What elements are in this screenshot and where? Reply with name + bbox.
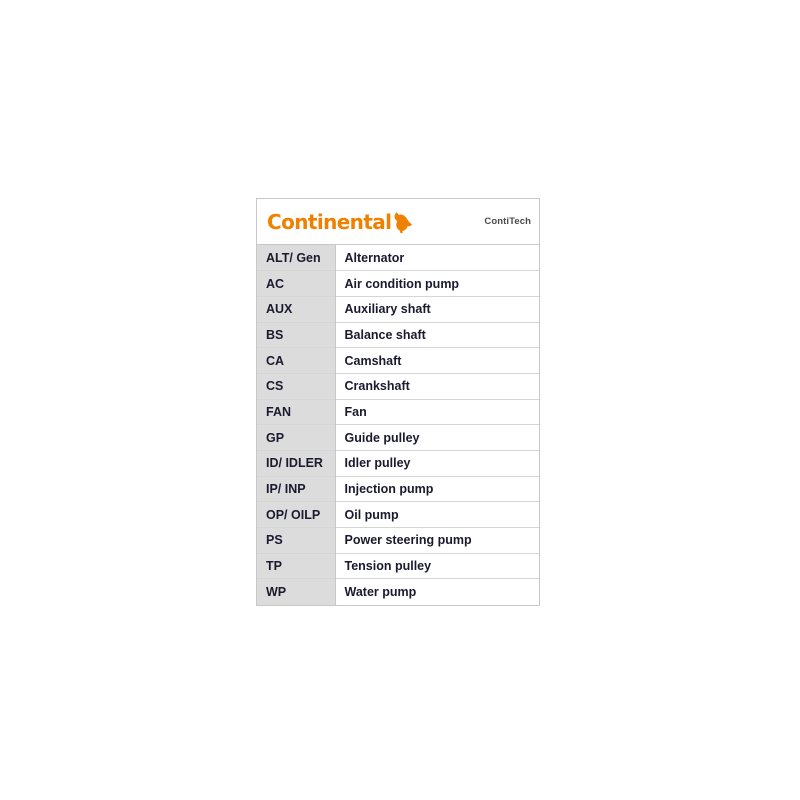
legend-abbr: TP	[257, 553, 335, 579]
legend-desc: Power steering pump	[335, 528, 539, 554]
table-row	[257, 348, 539, 374]
legend-abbr: PS	[257, 528, 335, 554]
legend-abbr: BS	[257, 322, 335, 348]
legend-table	[257, 245, 539, 605]
legend-card	[256, 198, 540, 606]
brand-logo	[267, 211, 413, 233]
legend-abbr: GP	[257, 425, 335, 451]
table-row	[257, 399, 539, 425]
brand-name: Continental	[267, 209, 392, 234]
legend-desc: Balance shaft	[335, 322, 539, 348]
table-row	[257, 502, 539, 528]
brand-subtitle: ContiTech	[484, 216, 531, 227]
legend-desc: Camshaft	[335, 348, 539, 374]
legend-desc: Auxiliary shaft	[335, 296, 539, 322]
legend-abbr: OP/ OILP	[257, 502, 335, 528]
legend-abbr: CS	[257, 373, 335, 399]
legend-desc: Idler pulley	[335, 451, 539, 477]
legend-table-body	[257, 245, 539, 605]
legend-desc: Oil pump	[335, 502, 539, 528]
legend-abbr: ALT/ Gen	[257, 245, 335, 271]
table-row	[257, 451, 539, 477]
legend-desc: Injection pump	[335, 476, 539, 502]
table-row	[257, 373, 539, 399]
legend-desc: Crankshaft	[335, 373, 539, 399]
legend-abbr: WP	[257, 579, 335, 605]
table-row	[257, 322, 539, 348]
legend-abbr: CA	[257, 348, 335, 374]
horse-icon	[393, 211, 413, 233]
table-row	[257, 425, 539, 451]
brand-header	[257, 199, 539, 245]
table-row	[257, 296, 539, 322]
table-row	[257, 553, 539, 579]
legend-desc: Tension pulley	[335, 553, 539, 579]
legend-abbr: ID/ IDLER	[257, 451, 335, 477]
legend-abbr: IP/ INP	[257, 476, 335, 502]
legend-abbr: AC	[257, 271, 335, 297]
table-row	[257, 476, 539, 502]
legend-desc: Water pump	[335, 579, 539, 605]
legend-desc: Air condition pump	[335, 271, 539, 297]
legend-desc: Guide pulley	[335, 425, 539, 451]
legend-abbr: FAN	[257, 399, 335, 425]
table-row	[257, 579, 539, 605]
legend-abbr: AUX	[257, 296, 335, 322]
legend-desc: Alternator	[335, 245, 539, 271]
table-row	[257, 271, 539, 297]
table-row	[257, 245, 539, 271]
legend-desc: Fan	[335, 399, 539, 425]
table-row	[257, 528, 539, 554]
